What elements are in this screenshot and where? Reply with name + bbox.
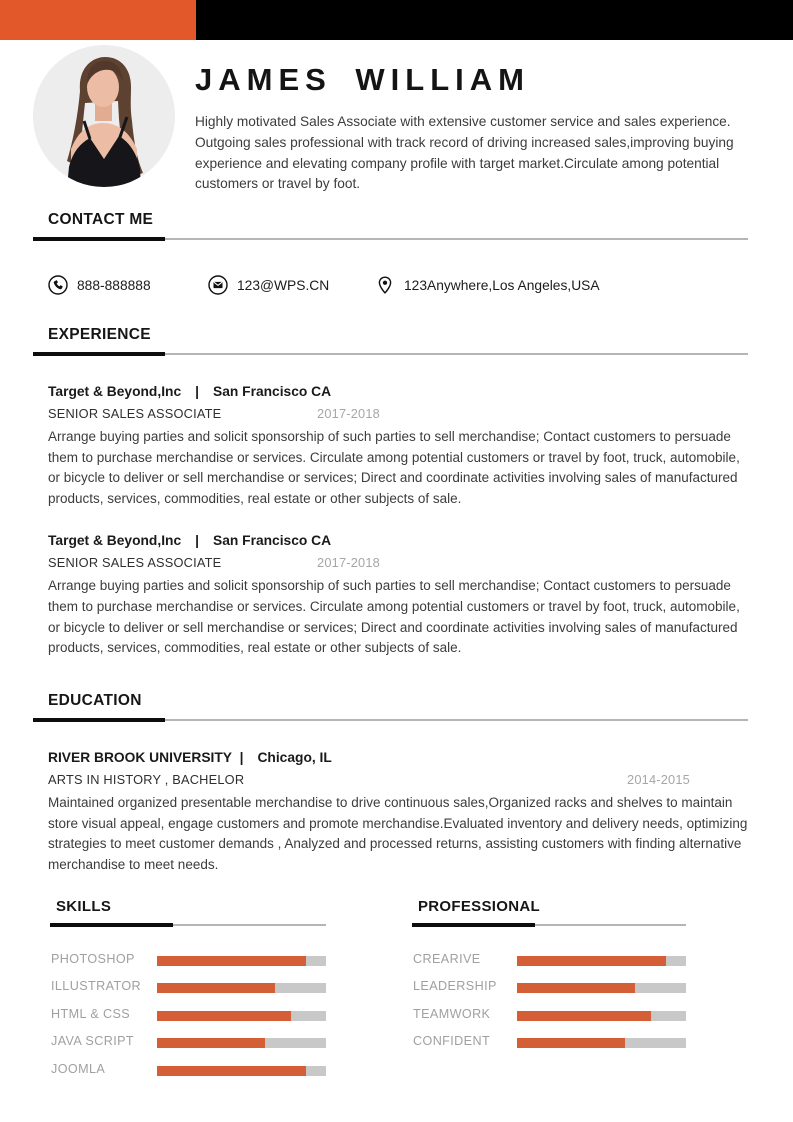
profile-photo [33,45,175,187]
professional-bar [517,956,686,966]
job-role: SENIOR SALES ASSOCIATE [48,555,222,571]
skills-section-divider [50,923,326,928]
skill-bar-fill [157,1066,306,1076]
skill-row-photoshop [50,948,326,975]
professional-list [412,948,686,1058]
profile-photo-illustration [33,45,175,187]
job-company-line [48,384,748,399]
skill-bar-fill [157,1038,265,1048]
skill-row-javascript [50,1030,326,1057]
phone-icon [48,275,68,295]
location-icon [375,275,395,295]
address-text: 123Anywhere,Los Angeles,USA [404,277,600,293]
job-description: Arrange buying parties and solicit sponsorship of such parties to sell merchandise; Contact customers to persuade them to purchase merchandise or services. Circulate among potential customers or travel by foot, truck, automobile, or bicycle to deliver or sell merchandise or services; Direct and coordinate activities involving sales of manufactured products, services, commodities, real estate or other subjects of sale. [48,578,740,656]
orange-accent-block [0,0,196,40]
separator: | [239,750,244,765]
skill-bar [157,1038,326,1048]
contact-address [375,275,600,295]
education-section-divider [33,718,748,723]
email-address: 123@WPS.CN [237,277,330,293]
professional-bar [517,1038,686,1048]
education-section-title: EDUCATION [48,692,142,709]
phone-number: 888-888888 [77,277,151,293]
skill-label: JAVA SCRIPT [51,1034,135,1049]
job-role: SENIOR SALES ASSOCIATE [48,406,222,421]
education-dates: 2014-2015 [627,772,690,787]
skill-row-illustrator [50,975,326,1002]
education-entry [33,750,748,875]
school-location: Chicago, IL [257,750,332,765]
professional-row-leadership [412,975,686,1002]
email-icon [208,275,228,295]
skill-row-html-css [50,1003,326,1030]
experience-section-title: EXPERIENCE [48,326,151,343]
contact-phone [48,275,208,295]
professional-bar-fill [517,1038,625,1048]
education-section [33,692,748,875]
contact-section-divider [33,237,748,242]
skills-section-title: SKILLS [56,898,112,915]
job-company-line [48,533,748,548]
profile-summary: Highly motivated Sales Associate with extensive customer service and sales experience. Outgoing sales professional with track record of driving increased sales,improving buying experience and elevating company profile with target market.Circulate among potential customers or travel by foot. [195,114,734,192]
education-description: Maintained organized presentable merchandise to drive continuous sales,Organized racks and shelves to maintain store visual appeal, engage customers and promote merchandise.Evaluated inventory and delivery needs, optimizing strategies to meet customer demands , Analyzed and processed returns, assisting customers with finding alternative merchandise to meet needs. [48,795,748,872]
skill-bar-fill [157,983,275,993]
school-name: RIVER BROOK UNIVERSITY [48,750,232,765]
skill-bar [157,983,326,993]
professional-row-confident [412,1030,686,1057]
separator: | [195,384,200,399]
separator: | [195,533,200,549]
skill-label: PHOTOSHOP [51,952,135,966]
professional-bar [517,983,686,993]
contact-section [33,211,748,295]
professional-section-title: PROFESSIONAL [418,898,540,915]
degree-line [48,772,748,787]
job-company: Target & Beyond,Inc [48,533,182,549]
skills-section [50,898,326,1085]
job-role-line [48,406,748,421]
contact-email [208,275,375,295]
job-location: San Francisco CA [213,384,332,399]
professional-label: LEADERSHIP [413,979,497,994]
contact-items [33,275,748,295]
professional-bar-fill [517,1011,651,1021]
experience-entry-2 [33,533,748,658]
professional-row-crearive [412,948,686,975]
job-dates: 2017-2018 [317,406,380,421]
skill-bar [157,1066,326,1076]
school-line [48,750,748,765]
job-location: San Francisco CA [213,533,332,549]
skill-row-joomla [50,1058,326,1085]
job-role-line [48,555,748,570]
skills-list [50,948,326,1085]
professional-label: TEAMWORK [413,1006,491,1021]
top-accent-bar [0,0,793,40]
skill-label: HTML & CSS [51,1006,131,1021]
experience-section-divider [33,352,748,357]
professional-row-teamwork [412,1003,686,1030]
job-dates: 2017-2018 [317,555,380,571]
job-company: Target & Beyond,Inc [48,384,182,399]
professional-bar [517,1011,686,1021]
experience-entry-1 [33,384,748,509]
professional-bar-fill [517,956,666,966]
professional-section-divider [412,923,686,928]
skill-label: ILLUSTRATOR [51,979,142,994]
black-accent-block [196,0,793,40]
contact-section-title: CONTACT ME [48,211,154,228]
professional-bar-fill [517,983,635,993]
experience-section [33,326,748,659]
professional-section [412,898,686,1058]
job-description: Arrange buying parties and solicit sponsorship of such parties to sell merchandise; Contact customers to persuade them to purchase merchandise or services. Circulate among potential customers or travel by foot, truck, automobile, or bicycle to deliver or sell merchandise or services; Direct and coordinate activities involving sales of manufactured products, services, commodities, real estate or other subjects of sale. [48,429,740,506]
person-name: JAMES WILLIAM [195,62,530,97]
professional-label: CREARIVE [413,952,481,966]
professional-label: CONFIDENT [413,1034,491,1049]
degree: ARTS IN HISTORY , BACHELOR [48,772,245,787]
skill-bar-fill [157,956,306,966]
skill-bar [157,1011,326,1021]
skill-bar [157,956,326,966]
skill-bar-fill [157,1011,291,1021]
skill-label: JOOMLA [51,1061,106,1076]
